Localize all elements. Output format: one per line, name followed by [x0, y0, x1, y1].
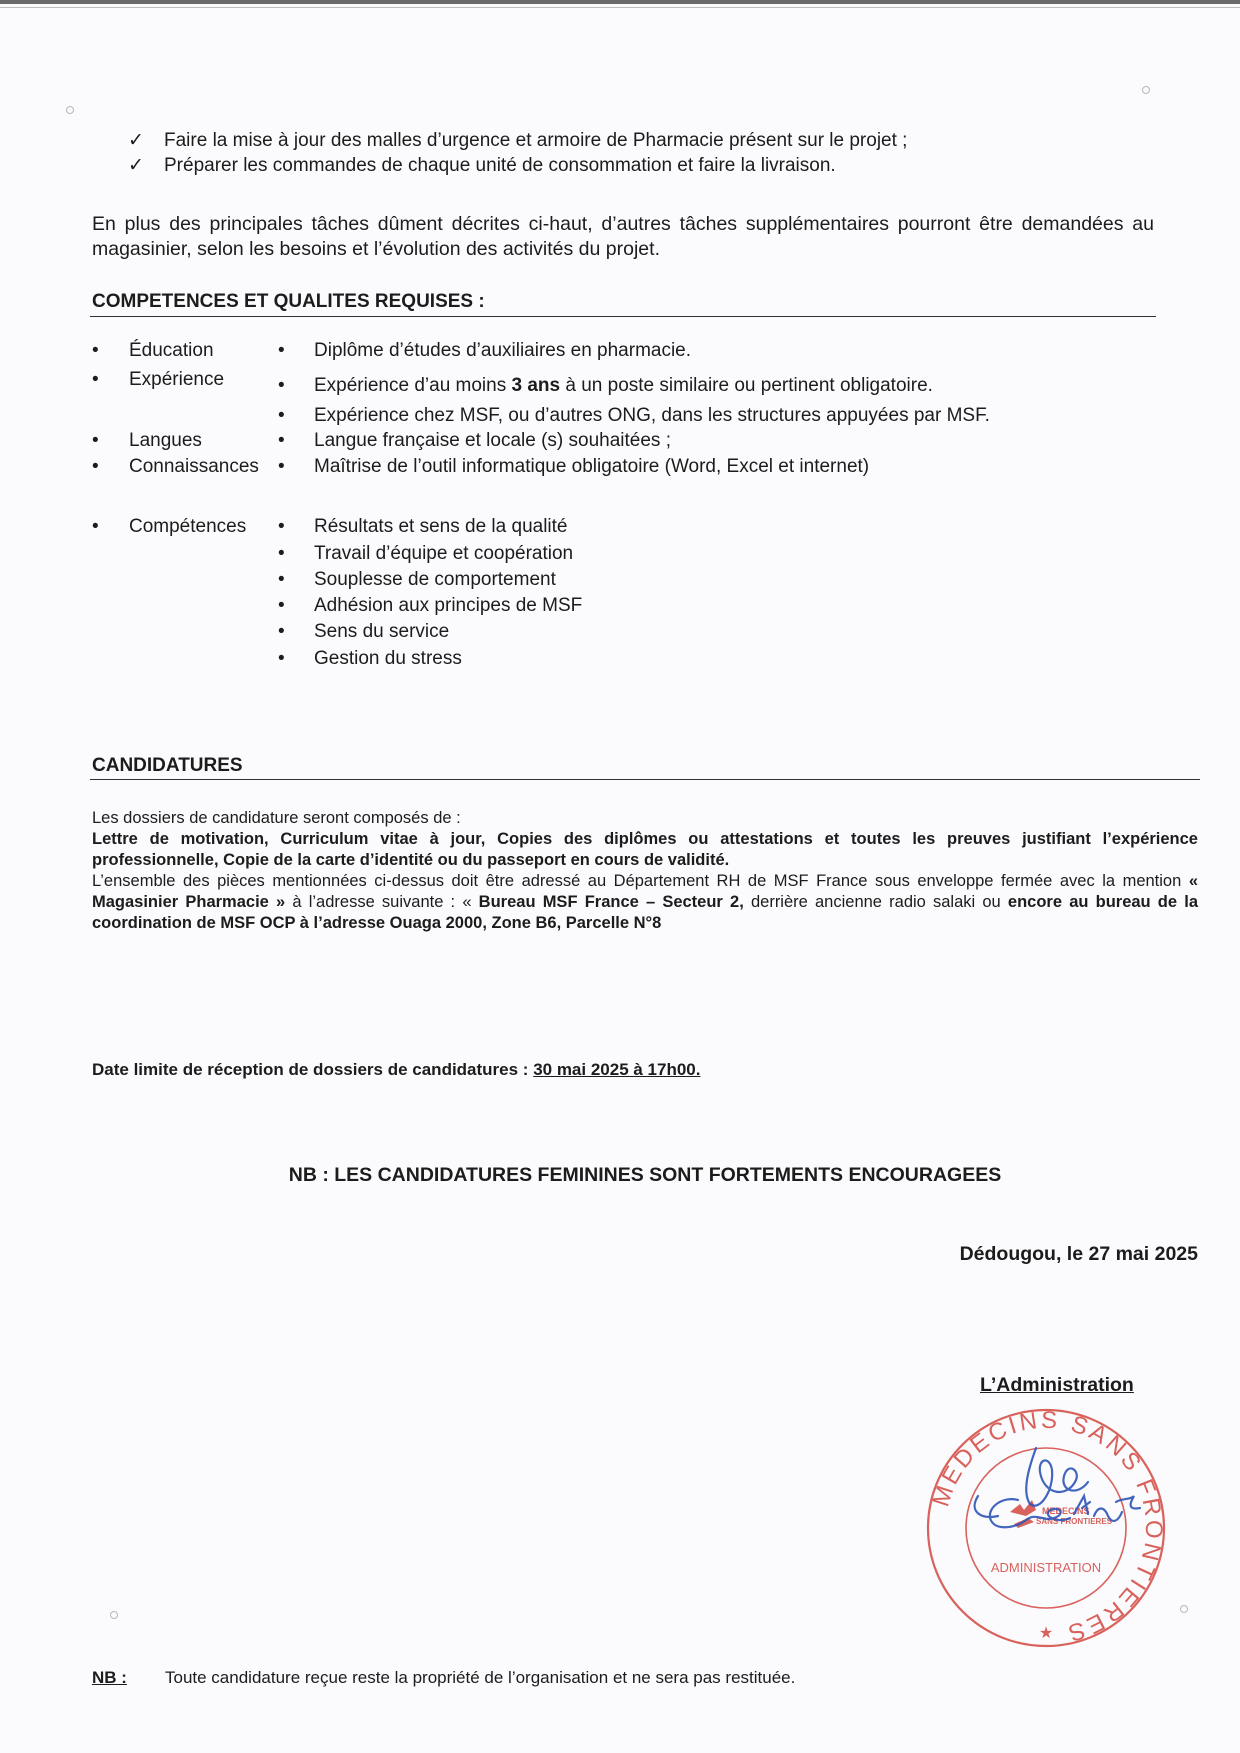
bullet-icon: • — [278, 340, 285, 361]
signature-title: L’Administration — [980, 1374, 1134, 1396]
stamp-logo-line-1: MEDECINS — [1042, 1506, 1090, 1516]
bullet-icon: • — [278, 543, 285, 564]
scan-top-edge-shadow — [0, 7, 1240, 8]
stamp-ring-text: MEDECINS SANS FRONTIERES — [927, 1406, 1168, 1647]
footer-nb-text: Toute candidature reçue reste la propriété de l’organisation et ne sera pas restituée. — [165, 1668, 796, 1687]
bullet-icon: • — [92, 456, 99, 477]
competence-item: • Résultats et sens de la qualité — [278, 516, 568, 537]
stamp-center-text: ADMINISTRATION — [990, 1560, 1102, 1575]
bullet-icon: • — [278, 648, 285, 669]
category-experience: • Expérience — [92, 369, 225, 390]
experience-item: • Expérience chez MSF, ou d’autres ONG, dans les structures appuyées par MSF. — [278, 405, 990, 426]
bullet-icon: • — [278, 516, 285, 537]
bullet-icon: • — [278, 569, 285, 590]
bullet-icon: • — [278, 430, 285, 451]
bullet-icon: • — [92, 340, 99, 361]
requirements-title: COMPETENCES ET QUALITES REQUISES : — [92, 291, 485, 312]
deadline: Date limite de réception de dossiers de candidatures : 30 mai 2025 à 17h00. — [92, 1060, 701, 1079]
bullet-icon: • — [278, 595, 285, 616]
requirements-title-rule — [90, 316, 1156, 317]
bullet-icon: • — [92, 516, 99, 537]
competence-item: • Travail d’équipe et coopération — [278, 543, 574, 564]
competence-item: • Adhésion aux principes de MSF — [278, 595, 583, 616]
bullet-icon: • — [278, 456, 285, 477]
stamp-inner-ring — [966, 1448, 1126, 1608]
scan-speck — [110, 1611, 118, 1619]
knowledge-item: • Maîtrise de l’outil informatique obligatoire (Word, Excel et internet) — [278, 456, 870, 477]
bullet-icon: • — [92, 369, 99, 390]
category-competences: • Compétences — [92, 516, 247, 537]
competence-item: • Souplesse de comportement — [278, 569, 556, 590]
footer-nb-label: NB : — [92, 1668, 127, 1687]
checkmark-icon: ✓ — [128, 130, 144, 151]
stamp-logo-line-2: SANS FRONTIERES — [1036, 1517, 1113, 1526]
deadline-date: 30 mai 2025 à 17h00. — [533, 1060, 701, 1079]
bullet-icon: • — [92, 430, 99, 451]
candidatures-title: CANDIDATURES — [92, 755, 243, 776]
bullet-icon: • — [278, 621, 285, 642]
scan-speck — [1180, 1605, 1188, 1613]
competence-item: • Gestion du stress — [278, 648, 462, 669]
scan-speck — [1142, 86, 1150, 94]
nb-encouragement: NB : LES CANDIDATURES FEMININES SONT FORTEMENTS ENCOURAGEES — [288, 1164, 1002, 1186]
candidatures-title-rule — [90, 779, 1200, 780]
checklist-item: ✓ Faire la mise à jour des malles d’urgence et armoire de Pharmacie présent sur le projet ; — [128, 130, 908, 151]
checkmark-icon: ✓ — [128, 155, 144, 176]
intro-paragraph: En plus des principales tâches dûment décrites ci-haut, d’autres tâches supplémentaires pourront être demandées au magasinier, selon les besoins et l’évolution des activités du projet. — [92, 213, 1154, 260]
checklist-item: ✓ Préparer les commandes de chaque unité de consommation et faire la livraison. — [128, 155, 836, 176]
education-item: • Diplôme d’études d’auxiliaires en pharmacie. — [278, 340, 692, 361]
msf-stamp — [918, 1400, 1174, 1656]
category-education: • Éducation — [92, 340, 214, 361]
stamp-star-icon: ★ — [1038, 1625, 1054, 1642]
scan-top-edge — [0, 0, 1240, 4]
experience-item: • Expérience d’au moins 3 ans à un poste similaire ou pertinent obligatoire. — [278, 375, 933, 396]
category-knowledge: • Connaissances — [92, 456, 259, 477]
languages-item: • Langue française et locale (s) souhaitées ; — [278, 430, 671, 451]
place-date: Dédougou, le 27 mai 2025 — [959, 1243, 1198, 1265]
scan-speck — [66, 106, 74, 114]
category-languages: • Langues — [92, 430, 202, 451]
competence-item: • Sens du service — [278, 621, 450, 642]
bullet-icon: • — [278, 405, 285, 426]
bullet-icon: • — [278, 375, 285, 396]
candidatures-body: Les dossiers de candidature seront composés de : Lettre de motivation, Curriculum vitae à jour, Copies des diplômes ou attestations et toutes les preuves justifiant l’expérience professionnelle, Copie de la carte d’identité ou du passeport en cours de validité. L’ensemble des pièces mentionnées ci-dessus doit être adressé au Département RH de MSF France sous enveloppe fermée avec la mention « Magasinier Pharmacie » à l’adresse suivante : « Bureau MSF France – Secteur 2, derrière ancienne radio salaki ou encore au bureau de la coordination de MSF OCP à l’adresse Ouaga 2000, Zone B6, Parcelle N°8 — [92, 809, 1198, 932]
